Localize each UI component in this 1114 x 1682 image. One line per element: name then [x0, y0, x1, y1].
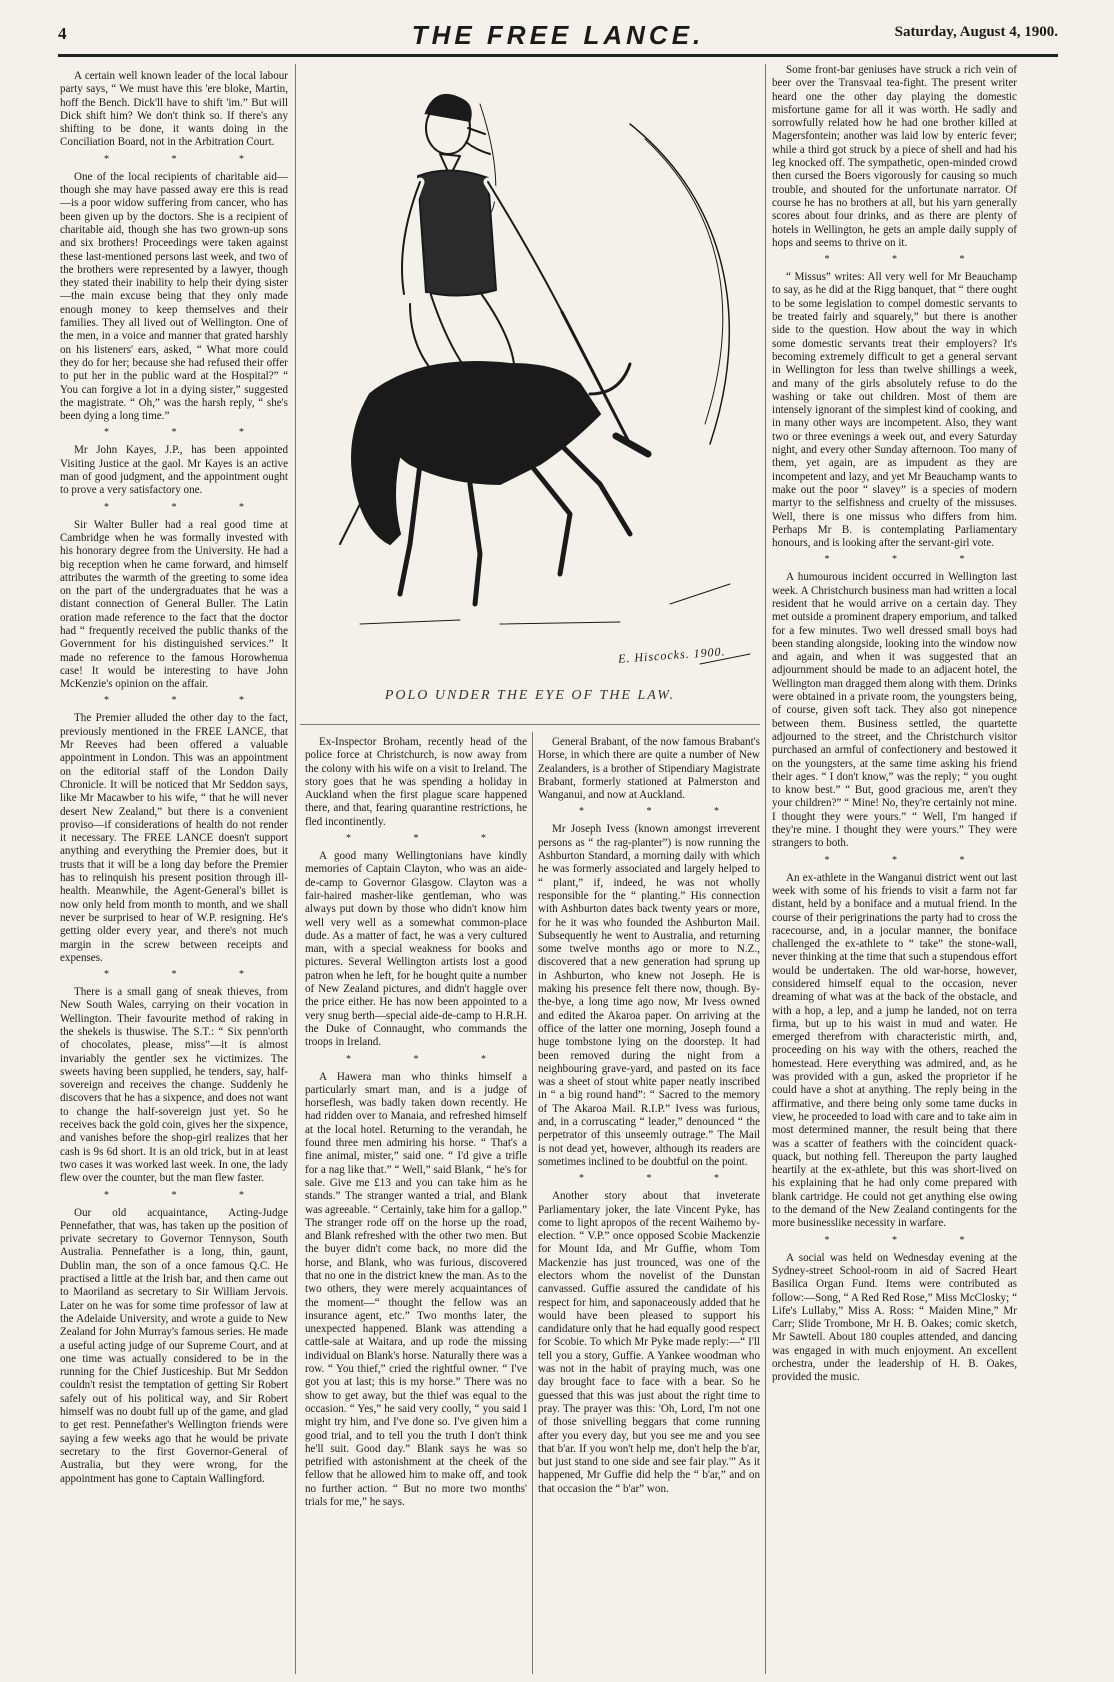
- article-paragraph: Sir Walter Buller had a real good time at Cambridge when he was formally invested with his honorary degree from the University. He had a big reception when he came forward, and himself attributes the warmth of the greeting to some idea on the part of the undergraduates that he was a distant connection of General Buller. The Latin oration made reference to the fact that the doctor had “ frequently received the public thanks of the Government for his distinguished services.” It made no reference to the famous Horowhenua case! It would be interesting to have John McKenzie's opinion on the affair.: [60, 518, 288, 691]
- article-paragraph: “ Missus” writes: All very well for Mr Beauchamp to say, as he did at the Rigg banquet, that “ there ought to be some legislation to compel domestic servants to be treated fairly and squarely,” but there is another side to the question. How about the way in which some domestic servants treat their employers? It's becoming extremely difficult to get a general servant in Wellington for less than twelve shillings a week, and many of the girls absolutely refuse to do the washing or take out children. Most of them are intensely ignorant of the simplest kind of cooking, and in many other ways are incompetent. Also, they want two or three evenings a week out, and every Saturday night, and every other Sunday afternoon. Too many of them, yet again, are as impudent as they are incompetent and lazy, and yet Mr Beauchamp wants to make out the poor “ slavey” is a species of modern martyr to the selfishness and cruelty of the missuses. Well, there is one missus who differs from him. Perhaps Mr B. is contemplating Parliamentary honours, and is looking after the servant-girl vote.: [772, 271, 1017, 550]
- cartoon-rule: [300, 724, 760, 725]
- article-paragraph: Another story about that inveterate Parliamentary joker, the late Vincent Pyke, has come to light apropos of the recent Waihemo by-election. “ V.P.” once opposed Scobie Mackenzie for Mount Ida, and Mr Guffie, whom Tom Mackenzie has just trounced, was one of the electors whom the novelist of the Dunstan canvassed. Guffie assured the candidate of his respect for him, and saponaceously added that he would have been pleased to support his candidature only that he had equally good respect for Scobie. To which Mr Pyke made reply:—“ I'll tell you a story, Guffie. A Yankee woodman who was not in the habit of praying much, was one day brought face to face with a bear. So he guessed that this was just about the right time to pray. The prayer was this: 'Oh, Lord, I'm not one of those snivelling beggars that come running after you every day, but you see me and you see that b'ar. If you won't help me, don't help the b'ar, but just stand to one side and see fair play.'” As it happened, Mr Guffie did help the “ b'ar,” and on that occasion the “ b'ar” won.: [538, 1190, 760, 1495]
- article-paragraph: A certain well known leader of the local labour party says, “ We must have this 'ere bloke, Martin, hoff the Bench. Dick'll have to shift 'im.” But will Dick shift him? We don't think so. If there's any shifting to be done, it wants doing in the Conciliation Board, not in the Arbitration Court.: [60, 70, 288, 149]
- separator: * * *: [104, 427, 274, 439]
- separator: * * *: [824, 1234, 995, 1246]
- page-number: 4: [58, 24, 67, 43]
- column-4: [772, 64, 1017, 1674]
- article-paragraph: A good many Wellingtonians have kindly memories of Captain Clayton, who was an aide-de-camp to Governor Glasgow. Clayton was a fair-haired masher-like gentleman, who was always put down by those who didn't know him well very well as a somewhat common-place dude. As a matter of fact, he was a very cultured man, with a special weakness for books and pictures. Several Wellington artists lost a good patron when he left, for he bought quite a number of New Zealand pictures, and didn't haggle over the price either. He has now been appointed to a very snug berth—special aide-de-camp to H.R.H. the Duke of Connaught, who commands the troops in Ireland.: [305, 850, 527, 1049]
- column-2: [305, 736, 527, 1676]
- article-paragraph: The Premier alluded the other day to the fact, previously mentioned in the FREE LANCE, that Mr Reeves had been offered a valuable appointment in London. This was an appointment on the editorial staff of the London Daily Chronicle. It will be noticed that Mr Seddon says, like Mr Macawber to his wife, “ that he will never desert New Zealand,” but there is a convenient proviso—if considerations of health do not render it necessary. The FREE LANCE doesn't support anything and everything the Premier does, but it trusts that it will be a long day before the Premier has to relinquish his present position through ill-health. Meanwhile, the Agent-General's billet is now only held from month to month, and we shall never be surprised to hear of W.P. resigning. He's getting older every year, and there's not much margin in the screw between receipts and expenses.: [60, 712, 288, 964]
- article-paragraph: Mr Joseph Ivess (known amongst irreverent persons as “ the rag-planter”) is now running the Ashburton Standard, a morning daily with which he was formerly associated and largely helped to “ plant,” if, indeed, he was not wholly responsible for the “ planting.” His connection with Ashburton dates back twenty years or more, for he it was who founded the Ashburton Mail. Subsequently he went to Australia, and returning some twelve months ago or more to N.Z., discovered that a new generation had sprung up in Ashburton, who knew not Joseph. He is making his presence felt there now, though. By-the-bye, a long time ago now, Mr Ivess owned and edited the Akaroa paper. On arriving at the office of the latter one morning, Joseph found a huge tombstone lying on the doorstep. It had been removed during the night from a neighbouring grave-yard, and pasted on its face was a sheet of stout white paper neatly inscribed in “ a big round hand”: “ Sacred to the memory of The Akaroa Mail. R.I.P.” Ivess was furious, and, in a corruscating “ leader,” denounced “ the perpetrator of this unseemly outrage.” The Mail is not dead yet, however, although its readers are sometimes inclined to be doubtful on the point.: [538, 823, 760, 1168]
- article-paragraph: Some front-bar geniuses have struck a rich vein of beer over the Transvaal tea-fight. The present writer heard one the other day playing the domestic misfortune game for all it was worth. He sadly and sorrowfully related how he had one brother killed at Magersfontein; another was laid low by enteric fever; while a third got struck by a piece of shell and had his leg knocked off. The sympathetic, open-minded crowd then cursed the Boers vigorously for causing so much trouble, and shouted for the unfortunate narrator. Of course he has no brothers at all, but his yarn generally scores about four drinks, and as there are plenty of hotels in Wellington, he gets an ample daily supply of hops and seems to thrive on it.: [772, 64, 1017, 249]
- cartoon-caption: POLO UNDER THE EYE OF THE LAW.: [384, 688, 676, 703]
- separator: * * *: [104, 969, 274, 981]
- separator: * * *: [579, 806, 749, 818]
- article-paragraph: An ex-athlete in the Wanganui district went out last week with some of his friends to visit a farm not far distant, held by a boniface and a mutual friend. In the course of their perigrinations the party had to cross the racecourse, and, in a jocular manner, the boniface challenged the ex-athlete to “ take” the stone-wall, never thinking at the time that such a stupendous effort would be undertaken. The old war-horse, however, considered himself equal to the occasion, never dreaming of what was at the back of the obstacle, and with a hop, a lep, and a jump he landed, not on terra firma, but up to his waist in mud and water. He emerged therefrom with characteristic mirth, and, proceeding on his way with the others, reached the homestead. Here everything was admired, and, as he was provided with a gun, asked the proprietor if he could have a shot at anything. The reply being in the affirmative, and there being only some tame ducks in view, he proceeded to load with care and to take aim in most determined manner, the result being that there was a scatter of feathers with the coincident quack-quack, but nothing fell. Thereupon the party laughed heartily at the ex-athlete, but this was short-lived on his explaining that he had only come prepared with blank cartridge. He could not get anything else owing to the demand of the New Zealand contingents for the more businesslike necessity in warfare.: [772, 871, 1017, 1230]
- artist-signature: E. Hiscocks. 1900.: [617, 644, 726, 666]
- separator: * * *: [824, 254, 995, 266]
- separator: * * *: [824, 854, 995, 866]
- separator: * * *: [346, 833, 516, 845]
- article-paragraph: A social was held on Wednesday evening at the Sydney-street School-room in aid of Sacred Heart Basilica Organ Fund. Items were contributed as follow:—Song, “ A Red Red Rose,” Miss McClosky; “ Life's Lullaby,” Miss A. Ross: “ Maiden Mine,” Mr Carr; Slide Trombone, Mr H. B. Oakes; comic sketch, Mr Sawtell. About 180 couples attended, and dancing was engaged in with much enjoyment. An excellent orchestra, under the leadership of H. B. Oakes, provided the music.: [772, 1251, 1017, 1384]
- column-rule: [532, 732, 533, 1674]
- article-paragraph: There is a small gang of sneak thieves, from New South Wales, carrying on their vocation in Wellington. Their favourite method of raking in the shekels is thuswise. The S.T.: “ Six penn'orth of chocolates, please, miss”—it is almost invariably the gentler sex he victimizes. The sweets having been supplied, he tenders, say, half-sovereign and receives the change. Suddenly he discovers that he has a sixpence, and does not want to change the half-sovereign just yet. So he receives back the gold coin, gives her the sixpence, and vanishes before the shop-girl realizes that her cash is 9s 6d short. It is an old trick, but in at least two cases it was worked last week. In one, the lady flew over the counter, but the man flew faster.: [60, 986, 288, 1185]
- article-paragraph: Mr John Kayes, J.P., has been appointed Visiting Justice at the gaol. Mr Kayes is an active man of good judgment, and the appointment ought to prove a very satisfactory one.: [60, 444, 288, 497]
- separator: * * *: [104, 695, 274, 707]
- column-rule: [295, 64, 296, 1674]
- column-rule: [765, 64, 766, 1674]
- separator: * * *: [104, 1189, 274, 1201]
- issue-date: Saturday, August 4, 1900.: [894, 24, 1058, 40]
- column-3: [538, 736, 760, 1676]
- article-paragraph: Ex-Inspector Broham, recently head of the police force at Christchurch, is now away from the colony with his wife on a visit to Ireland. The story goes that he was spending a holiday in Auckland when the first plague scare happened there, and that, fearing quarantine restrictions, he fled incontinently.: [305, 736, 527, 828]
- separator: * * *: [104, 153, 274, 165]
- separator: * * *: [104, 501, 274, 513]
- separator: * * *: [346, 1053, 516, 1065]
- article-paragraph: Our old acquaintance, Acting-Judge Pennefather, that was, has taken up the position of private secretary to Governor Tennyson, South Australia. Pennefather is a long, thin, gaunt, Dublin man, the son of a once famous Q.C. He practised a little at the Irish bar, and then came out to Maoriland as secretary to Sir William Jervois. Later on he was for some time professor of law at the Adelaide University, and wrote a guide to New Zealand for John Murray's famous series. He made a useful acting judge of our Supreme Court, and at one time was actually considered to be in the running for the Chief Justiceship. But Mr Seddon couldn't resist the temptation of getting Sir Robert safely out of his political way, and Sir Robert himself was no doubt full up of the game, and glad to get rest. Pennefather's Wellington friends were saying a few weeks ago that he would be private secretary to the first Governor-General of Australia, but they were wrong, for the appointment has gone to Captain Wallingford.: [60, 1206, 288, 1485]
- article-paragraph: A humourous incident occurred in Wellington last week. A Christchurch business man had written a local resident that he would arrive on a certain day. They met outside a prominent drapery emporium, and talked for a few minutes. Two well dressed small boys had been standing alongside, looking into the window now and again, and when it was suggested that an adjournment should be made to an adjacent hotel, the Wellington man dragged them along with them. Drinks were obtained in a private room, the youngsters being, of course, given soft tack. They also got ninepence between them. Business settled, the quartette adjourned to the street, and the Christchurch visitor purchased an armful of confectionery and bestowed it on the youngsters, at the same time asking his friend their ages. “ I don't know,” was the reply; “ you ought to know best.” “ But, good gracious me, aren't they your children?” “ Mine! No, they're certainly not mine. I thought they were yours.” “ Well, I'm hanged if they're mine. I thought they were yours.” They were strangers to both.: [772, 571, 1017, 850]
- polo-cartoon-illustration: [300, 64, 760, 684]
- column-1: [60, 70, 288, 1670]
- newspaper-title: THE FREE LANCE.: [411, 20, 705, 50]
- separator: * * *: [579, 1173, 749, 1185]
- article-paragraph: General Brabant, of the now famous Brabant's Horse, in which there are quite a number of New Zealanders, is a brother of Stipendiary Magistrate Brabant, formerly stationed at Palmerston and Wanganui, and now at Auckland.: [538, 736, 760, 802]
- masthead: [58, 14, 1058, 57]
- article-paragraph: One of the local recipients of charitable aid—though she may have passed away ere this is read—is a poor widow suffering from cancer, who has been given up by the doctors. She is a recipient of charitable aid, though she has two grown-up sons and six brothers! Proceedings were taken against these last-mentioned persons last week, and two of the brothers were represented by a lawyer, though they stated their inability to help their dying sister—the main excuse being that they only made enough money to keep themselves and their families. They all lived out of Wellington. One of the men, in a voice and manner that grated harshly on his listeners' ears, asked, “ What more could they do for her; because she had refused their offer to put her in the public ward at the Hospital?” “ You can forgive a lot in a dying sister,” suggested the magistrate. “ Oh,” was the harsh reply, “ she's been dying a long time.”: [60, 170, 288, 423]
- article-paragraph: A Hawera man who thinks himself a particularly smart man, and is a judge of horseflesh, was badly taken down recently. He had ridden over to Manaia, and refreshed himself at the local hotel. Returning to the verandah, he found three men admiring his horse. “ That's a fine animal, mister,” said one. “ I'd give a trifle for a nag like that.” “ Well,” said Blank, “ he's for sale. Give me £13 and you can take him as he stands.” The stranger wanted a trial, and Blank was agreeable. “ Certainly, take him for a gallop.” The stranger rode off on the horse up the road, and Blank refreshed with the other two men. But the buyer didn't come back, no more did the horse, and Blank, who was furious, discovered that no one in the district knew the man. As to the two others, they were merely acquaintances of the moment—“ thought the fellow was an insurance agent, etc.” Two months later, the unexpected happened. Blank was attending a cattle-sale at Waitara, and up rode the missing individual on Blank's horse. Naturally there was a row. “ You thief,” cried the rightful owner. “ I've got you at last; this is my horse.” There was no show to get away, but the thief was equal to the occasion. “ Yes,” he said very coolly, “ you said I might try him, and I've done so. I've given him a good trial, and to tell you the truth I don't think he'll suit. Good day.” Blank says he was so petrified with astonishment at the cheek of the fellow that he allowed him to make off, and took no further action. “ But no more two months' trials for me,” he says.: [305, 1070, 527, 1509]
- separator: * * *: [824, 554, 995, 566]
